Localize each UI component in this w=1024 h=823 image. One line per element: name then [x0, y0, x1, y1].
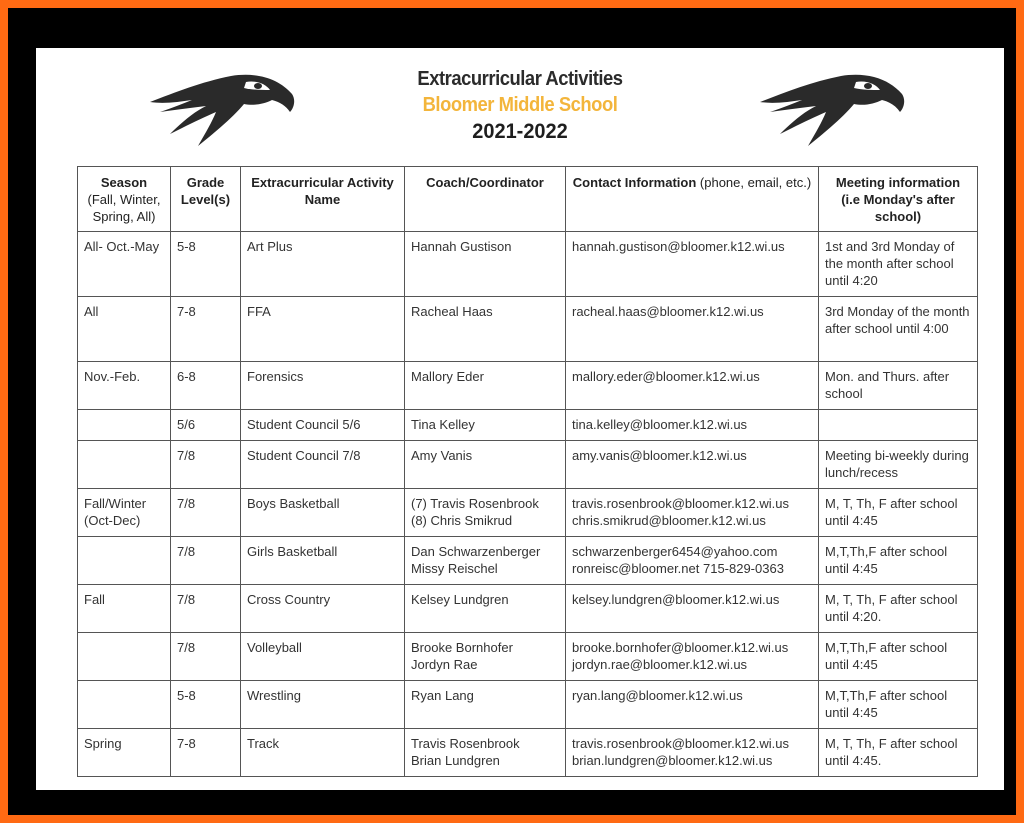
coach-line-1: Racheal Haas [411, 304, 493, 319]
coach-cell [405, 410, 566, 441]
contact-cell [566, 410, 819, 441]
contact-line-1: travis.rosenbrook@bloomer.k12.wi.us [572, 496, 789, 511]
contact-cell [566, 489, 819, 537]
header-contact-sub: (phone, email, etc.) [696, 175, 812, 190]
season-cell [78, 441, 171, 489]
contact-cell [566, 585, 819, 633]
contact-cell [566, 633, 819, 681]
contact-line-1: ryan.lang@bloomer.k12.wi.us [572, 688, 743, 703]
activity-name-cell: FFA [241, 297, 405, 362]
flyer-page [36, 48, 1004, 790]
coach-line-1: Mallory Eder [411, 369, 484, 384]
contact-line-2: jordyn.rae@bloomer.k12.wi.us [572, 657, 748, 672]
grade-cell: 5/6 [171, 410, 241, 441]
grade-cell: 6-8 [171, 362, 241, 410]
contact-line-2: ronreisc@bloomer.net 715-829-0363 [572, 561, 784, 576]
contact-line-2: chris.smikrud@bloomer.k12.wi.us [572, 513, 766, 528]
coach-line-2: (8) Chris Smikrud [411, 513, 513, 528]
contact-cell [566, 232, 819, 297]
coach-cell [405, 362, 566, 410]
table-row [78, 633, 978, 681]
coach-cell [405, 297, 566, 362]
title-block [36, 66, 1004, 146]
season-cell: All- Oct.-May [78, 232, 171, 297]
season-cell [78, 681, 171, 729]
activity-name-cell: Student Council 5/6 [241, 410, 405, 441]
coach-line-2: Jordyn Rae [411, 657, 478, 672]
contact-cell [566, 681, 819, 729]
activity-name-cell: Student Council 7/8 [241, 441, 405, 489]
grade-cell: 7/8 [171, 537, 241, 585]
table-row [78, 489, 978, 537]
coach-cell [405, 232, 566, 297]
coach-line-1: Tina Kelley [411, 417, 475, 432]
activities-table [77, 166, 978, 777]
season-cell: All [78, 297, 171, 362]
meeting-cell: M,T,Th,F after school until 4:45 [819, 633, 978, 681]
grade-cell: 7-8 [171, 729, 241, 777]
table-row [78, 362, 978, 410]
coach-cell [405, 441, 566, 489]
contact-line-1: amy.vanis@bloomer.k12.wi.us [572, 448, 747, 463]
season-cell: Fall/Winter (Oct-Dec) [78, 489, 171, 537]
contact-cell [566, 729, 819, 777]
header-season-label: Season [100, 175, 148, 190]
school-year: 2021-2022 [472, 120, 568, 143]
contact-line-1: hannah.gustison@bloomer.k12.wi.us [572, 239, 785, 254]
header-grade: Grade Level(s) [171, 167, 241, 232]
grade-cell: 7-8 [171, 297, 241, 362]
activity-name-cell: Wrestling [241, 681, 405, 729]
table-row [78, 441, 978, 489]
season-cell [78, 537, 171, 585]
header-contact-label: Contact Information [572, 175, 697, 190]
meeting-cell: M, T, Th, F after school until 4:45 [819, 489, 978, 537]
table-row [78, 681, 978, 729]
activity-name-cell: Volleyball [241, 633, 405, 681]
activity-name-cell: Boys Basketball [241, 489, 405, 537]
season-cell: Nov.-Feb. [78, 362, 171, 410]
contact-line-1: brooke.bornhofer@bloomer.k12.wi.us [572, 640, 789, 655]
coach-cell [405, 729, 566, 777]
meeting-cell: Mon. and Thurs. after school [819, 362, 978, 410]
grade-cell: 7/8 [171, 489, 241, 537]
season-cell [78, 633, 171, 681]
school-name: Bloomer Middle School [422, 94, 618, 116]
coach-line-1: Amy Vanis [411, 448, 473, 463]
contact-line-1: schwarzenberger6454@yahoo.com [572, 544, 778, 559]
black-frame [8, 8, 1016, 815]
contact-line-1: mallory.eder@bloomer.k12.wi.us [572, 369, 760, 384]
activity-name-cell: Girls Basketball [241, 537, 405, 585]
meeting-cell: M, T, Th, F after school until 4:20. [819, 585, 978, 633]
table-row [78, 297, 978, 362]
header-season [78, 167, 171, 232]
header-activity-name: Extracurricular Activity Name [241, 167, 405, 232]
contact-line-1: racheal.haas@bloomer.k12.wi.us [572, 304, 764, 319]
header-contact [566, 167, 819, 232]
activity-name-cell: Track [241, 729, 405, 777]
contact-line-1: kelsey.lundgren@bloomer.k12.wi.us [572, 592, 780, 607]
coach-line-2: Missy Reischel [411, 561, 498, 576]
grade-cell: 5-8 [171, 232, 241, 297]
page-title: Extracurricular Activities [417, 68, 623, 90]
coach-line-1: Dan Schwarzenberger [411, 544, 541, 559]
contact-cell [566, 537, 819, 585]
coach-line-1: Brooke Bornhofer [411, 640, 513, 655]
table-row [78, 729, 978, 777]
coach-cell [405, 537, 566, 585]
header-meeting: Meeting information (i.e Monday's after school) [819, 167, 978, 232]
contact-line-1: travis.rosenbrook@bloomer.k12.wi.us [572, 736, 789, 751]
meeting-cell: 3rd Monday of the month after school until 4:00 [819, 297, 978, 362]
table-row [78, 537, 978, 585]
contact-line-2: brian.lundgren@bloomer.k12.wi.us [572, 753, 773, 768]
coach-cell [405, 633, 566, 681]
activity-name-cell: Art Plus [241, 232, 405, 297]
header-season-sub: (Fall, Winter, Spring, All) [87, 192, 161, 224]
coach-line-1: Travis Rosenbrook [411, 736, 520, 751]
table-header-row [78, 167, 978, 232]
header-coach: Coach/Coordinator [405, 167, 566, 232]
grade-cell: 5-8 [171, 681, 241, 729]
coach-line-1: (7) Travis Rosenbrook [411, 496, 539, 511]
activity-name-cell: Cross Country [241, 585, 405, 633]
meeting-cell: M,T,Th,F after school until 4:45 [819, 681, 978, 729]
meeting-cell: M, T, Th, F after school until 4:45. [819, 729, 978, 777]
contact-cell [566, 362, 819, 410]
season-cell: Fall [78, 585, 171, 633]
meeting-cell: 1st and 3rd Monday of the month after school until 4:20 [819, 232, 978, 297]
contact-cell [566, 297, 819, 362]
coach-cell [405, 681, 566, 729]
coach-line-1: Kelsey Lundgren [411, 592, 509, 607]
season-cell [78, 410, 171, 441]
contact-line-1: tina.kelley@bloomer.k12.wi.us [572, 417, 748, 432]
season-cell: Spring [78, 729, 171, 777]
coach-line-2: Brian Lundgren [411, 753, 500, 768]
table-row [78, 585, 978, 633]
meeting-cell: M,T,Th,F after school until 4:45 [819, 537, 978, 585]
table-row [78, 410, 978, 441]
grade-cell: 7/8 [171, 633, 241, 681]
coach-cell [405, 489, 566, 537]
grade-cell: 7/8 [171, 441, 241, 489]
activity-name-cell: Forensics [241, 362, 405, 410]
grade-cell: 7/8 [171, 585, 241, 633]
coach-cell [405, 585, 566, 633]
coach-line-1: Ryan Lang [411, 688, 474, 703]
meeting-cell: Meeting bi-weekly during lunch/recess [819, 441, 978, 489]
contact-cell [566, 441, 819, 489]
coach-line-1: Hannah Gustison [411, 239, 512, 254]
meeting-cell [819, 410, 978, 441]
table-row [78, 232, 978, 297]
